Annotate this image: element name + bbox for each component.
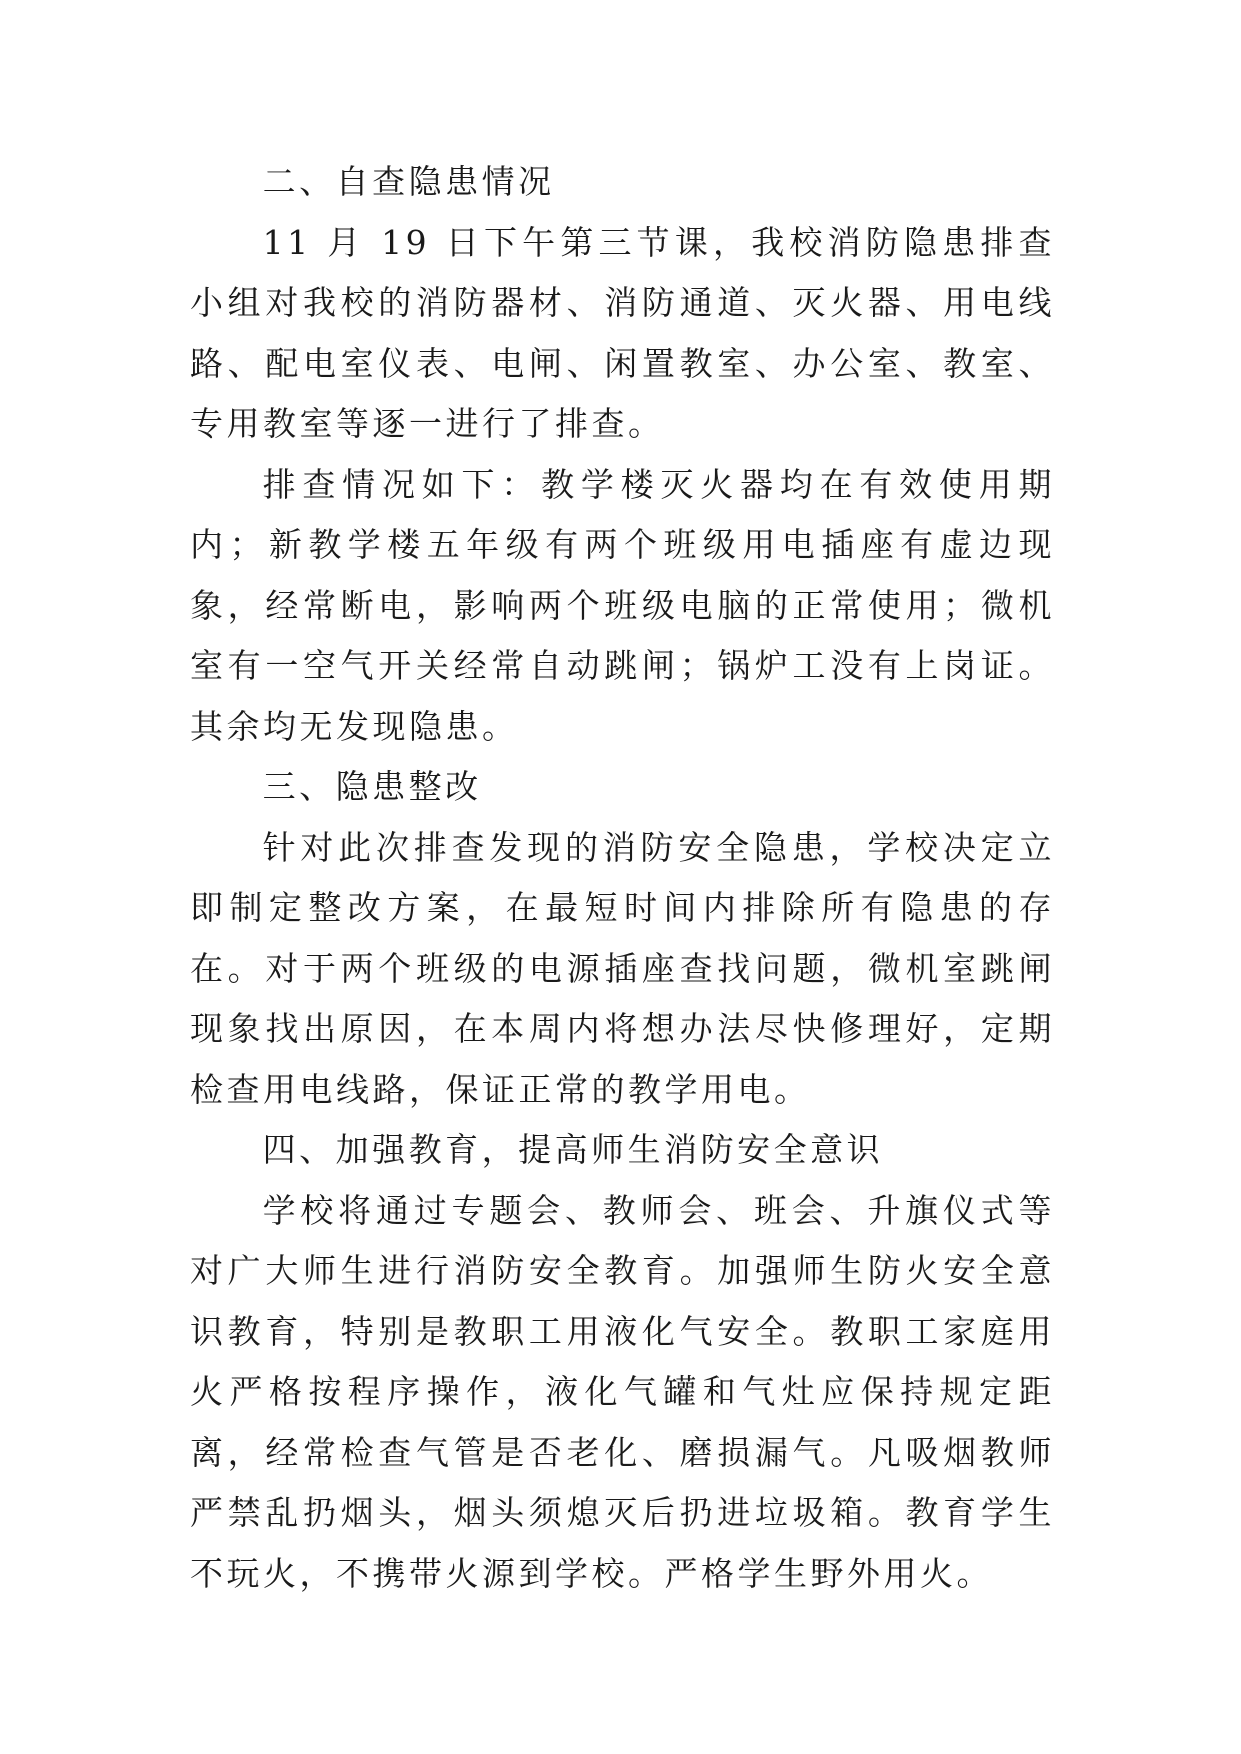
section-heading-education: 四、加强教育，提高师生消防安全意识 <box>262 1130 884 1169</box>
paragraph-inspection-scope: 11 月 19 日下午第三节课，我校消防隐患排查小组对我校的消防器材、消防通道、灭火器、用电线路、配电室仪表、电闸、闲置教室、办公室、教室、专用教室等逐一进行了排查。 <box>190 222 1055 443</box>
paragraph-inspection-findings: 排查情况如下：教学楼灭火器均在有效使用期内；新教学楼五年级有两个班级用电插座有虚边现象，经常断电，影响两个班级电脑的正常使用；微机室有一空气开关经常自动跳闸；锅炉工没有上岗证。其余均无发现隐患。 <box>190 464 1055 746</box>
paragraph-education-measures: 学校将通过专题会、教师会、班会、升旗仪式等对广大师生进行消防安全教育。加强师生防火安全意识教育，特别是教职工用液化气安全。教职工家庭用火严格按程序操作，液化气罐和气灶应保持规定距离，经常检查气管是否老化、磨损漏气。凡吸烟教师严禁乱扔烟头，烟头须熄灭后扔进垃圾箱。教育学生不玩火，不携带火源到学校。严格学生野外用火。 <box>190 1190 1055 1593</box>
paragraph-rectification-plan: 针对此次排查发现的消防安全隐患，学校决定立即制定整改方案，在最短时间内排除所有隐患的存在。对于两个班级的电源插座查找问题，微机室跳闸现象找出原因，在本周内将想办法尽快修理好，定期检查用电线路，保证正常的教学用电。 <box>190 827 1055 1109</box>
document-body <box>190 152 1055 1604</box>
section-heading-self-inspection: 二、自查隐患情况 <box>262 162 555 201</box>
section-heading-rectification: 三、隐患整改 <box>262 767 482 806</box>
